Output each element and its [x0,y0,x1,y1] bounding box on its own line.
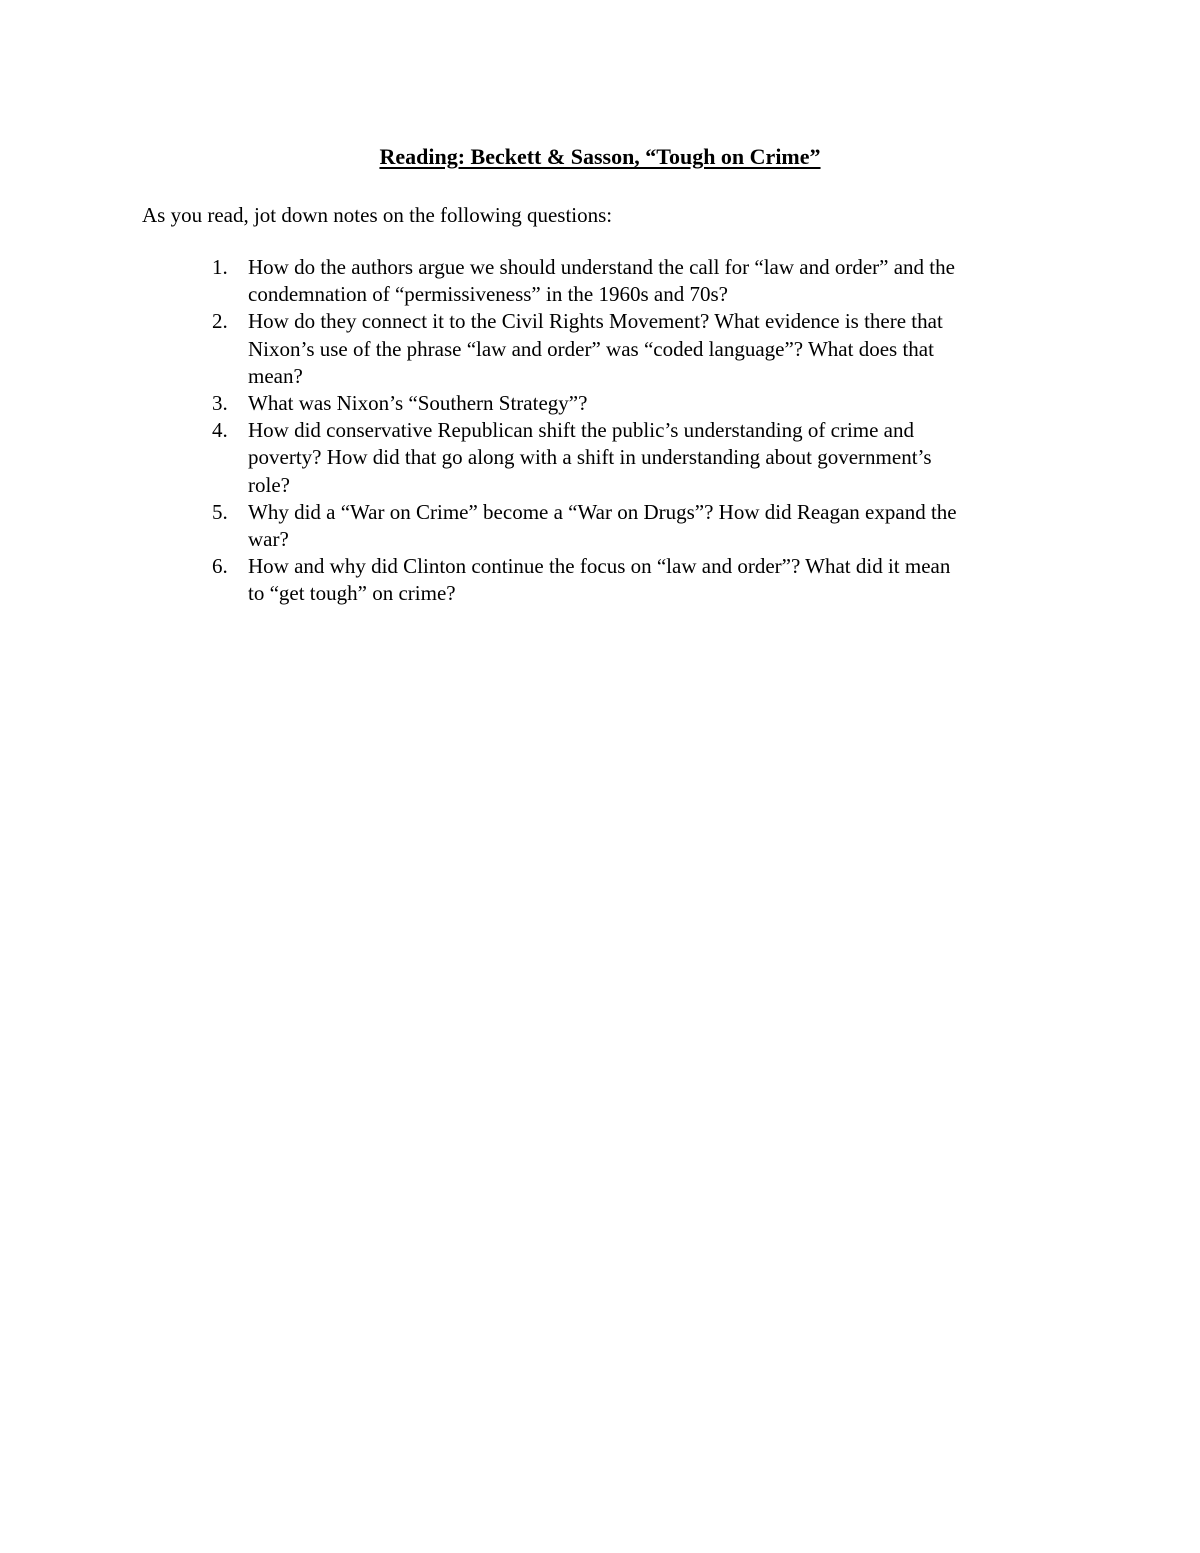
question-text-line: role? [248,472,290,497]
question-text-line: Why did a “War on Crime” become a “War on Drugs”? How did Reagan expand the [248,499,957,524]
question-text-line: How do the authors argue we should understand the call for “law and order” and the [248,255,955,279]
question-text-line: mean? [248,363,303,388]
question-text-line: condemnation of “permissiveness” in the 1960s and 70s? [248,282,728,307]
question-item [212,553,1062,607]
question-text-line: war? [248,527,289,552]
question-text-line: to “get tough” on crime? [248,581,456,606]
question-number: 4. [212,418,228,443]
question-item [212,499,1062,553]
question-item [212,308,1062,390]
question-text-line: How did conservative Republican shift the public’s understanding of crime and [248,418,915,443]
question-number: 1. [212,255,228,279]
question-list [212,254,1062,608]
question-item [212,417,1062,499]
document-title: Reading: Beckett & Sasson, “Tough on Crime” [379,144,821,169]
question-text-line: Nixon’s use of the phrase “law and order” was “coded language”? What does that [248,336,934,361]
question-number: 2. [212,309,228,334]
question-text-line: How do they connect it to the Civil Rights Movement? What evidence is there that [248,309,943,334]
question-text-line: poverty? How did that go along with a shift in understanding about government’s [248,445,932,470]
question-number: 6. [212,554,228,579]
question-text-line: What was Nixon’s “Southern Strategy”? [248,391,588,416]
question-text-line: How and why did Clinton continue the focus on “law and order”? What did it mean [248,554,951,579]
question-number: 3. [212,391,228,416]
intro-text: As you read, jot down notes on the following questions: [142,203,613,227]
question-item [212,390,1062,417]
question-item [212,254,1062,308]
question-number: 5. [212,499,228,524]
